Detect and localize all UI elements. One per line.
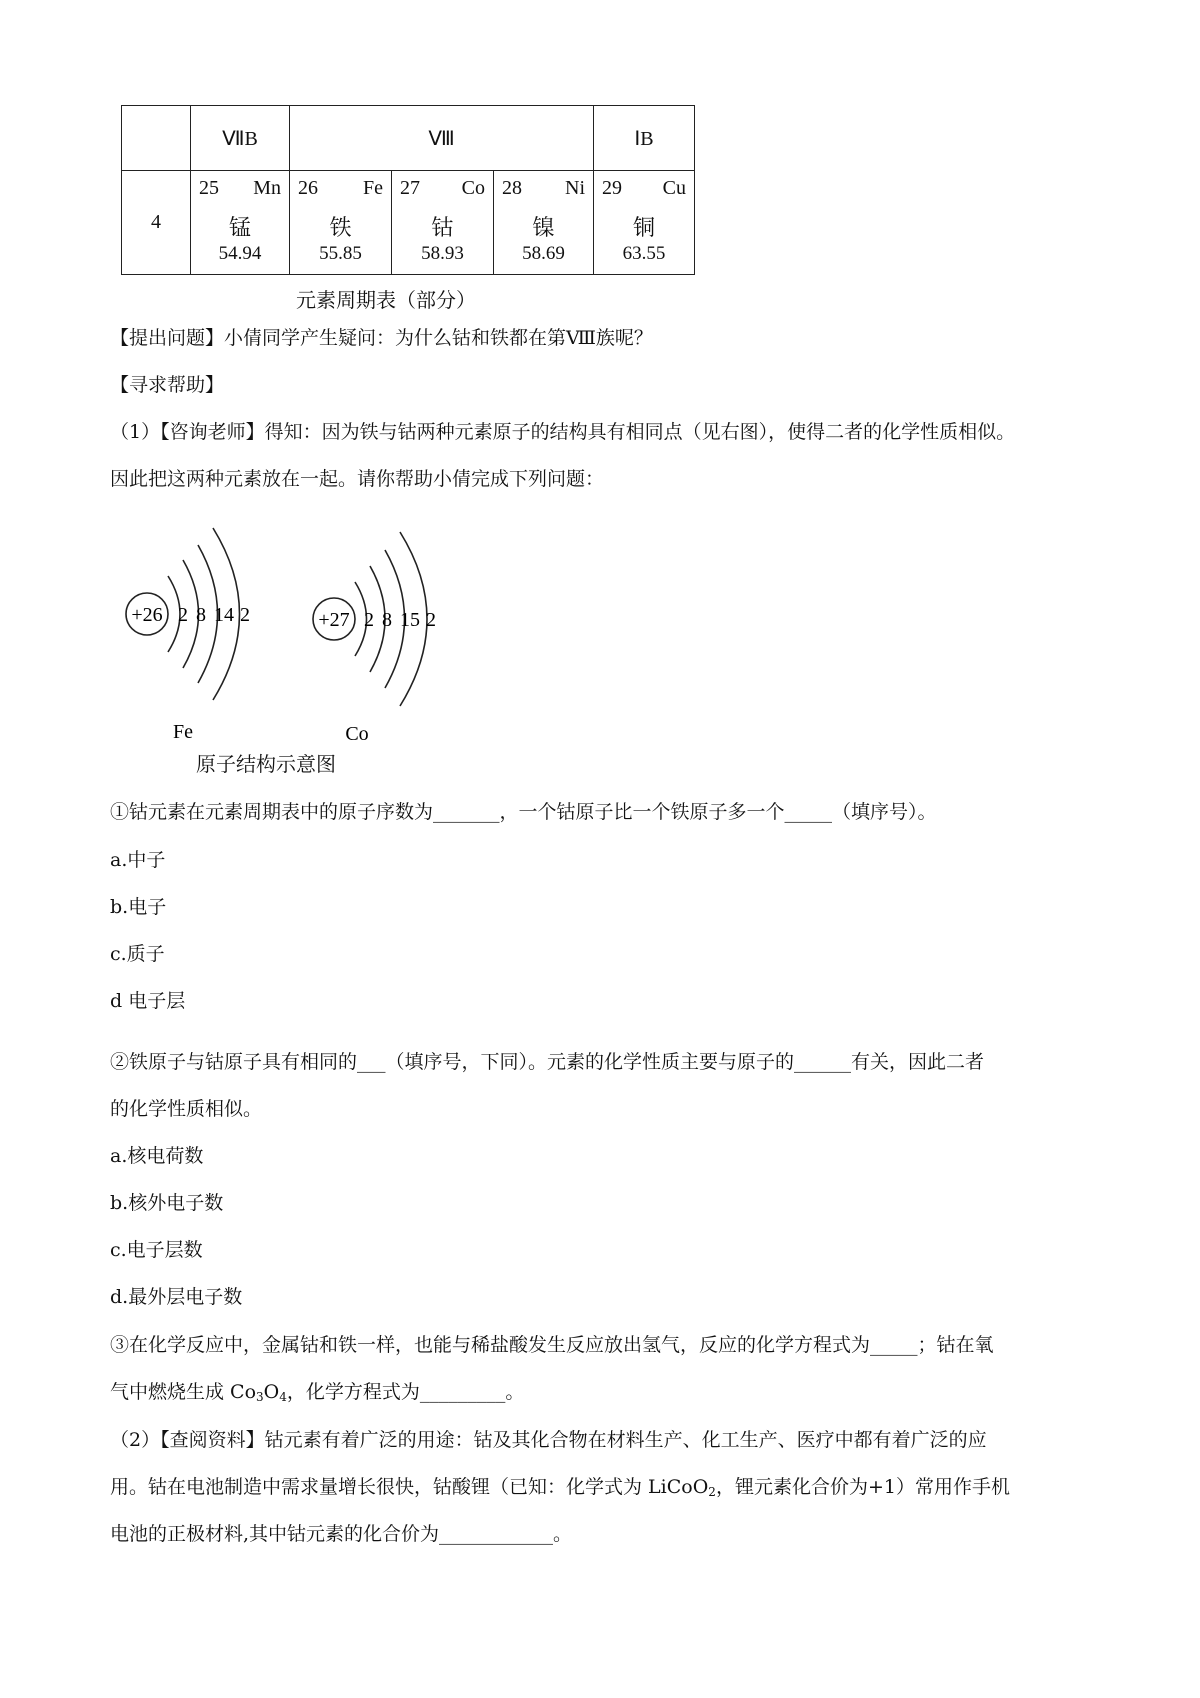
element-name: 镍 <box>532 216 555 241</box>
paragraph-2-line-2 <box>110 1475 1010 1499</box>
table-caption: 元素周期表（部分） <box>296 288 476 312</box>
q1-option-c: c.质子 <box>110 943 165 965</box>
atomic-number: 27 <box>400 177 420 199</box>
element-symbol: Ni <box>565 177 585 199</box>
table-header-row <box>122 106 695 171</box>
header-cell-empty <box>122 106 191 171</box>
p2-subscript: 2 <box>708 1485 716 1499</box>
question-1: ①钴元素在元素周期表中的原子序数为_______，一个钴原子比一个铁原子多一个_____（填序号）。 <box>110 801 937 823</box>
element-cell-cu <box>594 171 695 275</box>
atomic-mass: 58.93 <box>421 243 464 264</box>
atomic-number: 25 <box>199 177 219 199</box>
question-3-line-2 <box>110 1380 524 1404</box>
q1-option-b: b.电子 <box>110 896 167 918</box>
header-cell-group-8: Ⅷ <box>290 106 594 171</box>
element-symbol: Fe <box>363 177 383 199</box>
q2-option-c: c.电子层数 <box>110 1239 203 1261</box>
co-atom-diagram <box>313 532 436 745</box>
atomic-number: 29 <box>602 177 622 199</box>
question-2-line-2: 的化学性质相似。 <box>110 1098 263 1120</box>
q1-option-d: d 电子层 <box>110 990 186 1012</box>
paragraph-2-line-3: 电池的正极材料,其中钴元素的化合价为____________。 <box>110 1523 573 1545</box>
co-label: Co <box>345 723 369 745</box>
header-cell-group-7b: ⅦB <box>191 106 290 171</box>
atomic-number: 26 <box>298 177 318 199</box>
co-nucleus-charge: +27 <box>318 609 350 631</box>
p2-text-pre: 用。钴在电池制造中需求量增长很快，钴酸锂（已知：化学式为 LiCoO <box>110 1476 709 1498</box>
co-shell-3-count: 15 <box>400 609 420 631</box>
q3-text-pre: 气中燃烧生成 Co <box>110 1381 257 1403</box>
header-cell-group-1b: ⅠB <box>594 106 695 171</box>
element-symbol: Cu <box>662 177 686 199</box>
element-cell-mn <box>191 171 290 275</box>
periodic-table <box>121 105 695 275</box>
atomic-number: 28 <box>502 177 522 199</box>
q3-text-post: ，化学方程式为_________。 <box>286 1381 525 1403</box>
question-2-line-1: ②铁原子与钴原子具有相同的___（填序号，下同）。元素的化学性质主要与原子的______有关，因此二者 <box>110 1051 985 1073</box>
atomic-mass: 63.55 <box>622 243 666 264</box>
question-raised: 【提出问题】小倩同学产生疑问：为什么钴和铁都在第Ⅷ族呢？ <box>110 327 653 349</box>
period-cell: 4 <box>122 171 191 275</box>
q3-subscript-2: 4 <box>279 1390 287 1404</box>
co-shell-4-count: 2 <box>426 609 436 631</box>
element-symbol: Mn <box>253 177 281 199</box>
paragraph-1-line-2: 因此把这两种元素放在一起。请你帮助小倩完成下列问题： <box>110 468 605 490</box>
fe-nucleus-charge: +26 <box>131 604 163 626</box>
paragraph-1-line-1: （1）【咨询老师】得知：因为铁与钴两种元素原子的结构具有相同点（见右图），使得二者的化学性质相似。 <box>110 421 1016 443</box>
fe-label: Fe <box>173 721 193 743</box>
q3-text-mid: O <box>263 1381 280 1403</box>
q2-option-a: a.核电荷数 <box>110 1145 204 1167</box>
atomic-mass: 54.94 <box>218 243 262 264</box>
q3-subscript-1: 3 <box>256 1390 264 1404</box>
fe-shell-3-count: 14 <box>214 604 234 626</box>
question-3-line-1: ③在化学反应中，金属钴和铁一样，也能与稀盐酸发生反应放出氢气，反应的化学方程式为_____；钴在氧 <box>110 1334 994 1356</box>
element-name: 铜 <box>632 216 655 241</box>
fe-shell-1-count: 2 <box>178 604 188 626</box>
element-cell-ni <box>494 171 594 275</box>
element-cell-co <box>392 171 494 275</box>
element-name: 铁 <box>329 216 352 241</box>
atomic-mass: 58.69 <box>522 243 565 264</box>
element-cell-fe <box>290 171 392 275</box>
q1-option-a: a.中子 <box>110 849 166 871</box>
atomic-structure-diagram <box>110 510 470 775</box>
p2-text-post: ，锂元素化合价为+1）常用作手机 <box>715 1476 1010 1498</box>
element-name: 钴 <box>431 216 454 241</box>
q2-option-b: b.核外电子数 <box>110 1192 224 1214</box>
co-shell-2-count: 8 <box>382 609 392 631</box>
fe-atom-diagram <box>126 528 250 743</box>
seek-help-heading: 【寻求帮助】 <box>110 374 225 396</box>
element-name: 锰 <box>228 216 251 241</box>
paragraph-2-line-1: （2）【查阅资料】钴元素有着广泛的用途：钴及其化合物在材料生产、化工生产、医疗中都有着广泛的应 <box>110 1429 987 1451</box>
atomic-mass: 55.85 <box>319 243 362 264</box>
co-shell-1-count: 2 <box>364 609 374 631</box>
fe-shell-2-count: 8 <box>196 604 206 626</box>
table-row-period-4 <box>122 171 695 275</box>
element-symbol: Co <box>461 177 485 199</box>
fe-shell-4-count: 2 <box>240 604 250 626</box>
diagram-caption: 原子结构示意图 <box>196 752 336 776</box>
q2-option-d: d.最外层电子数 <box>110 1286 243 1308</box>
